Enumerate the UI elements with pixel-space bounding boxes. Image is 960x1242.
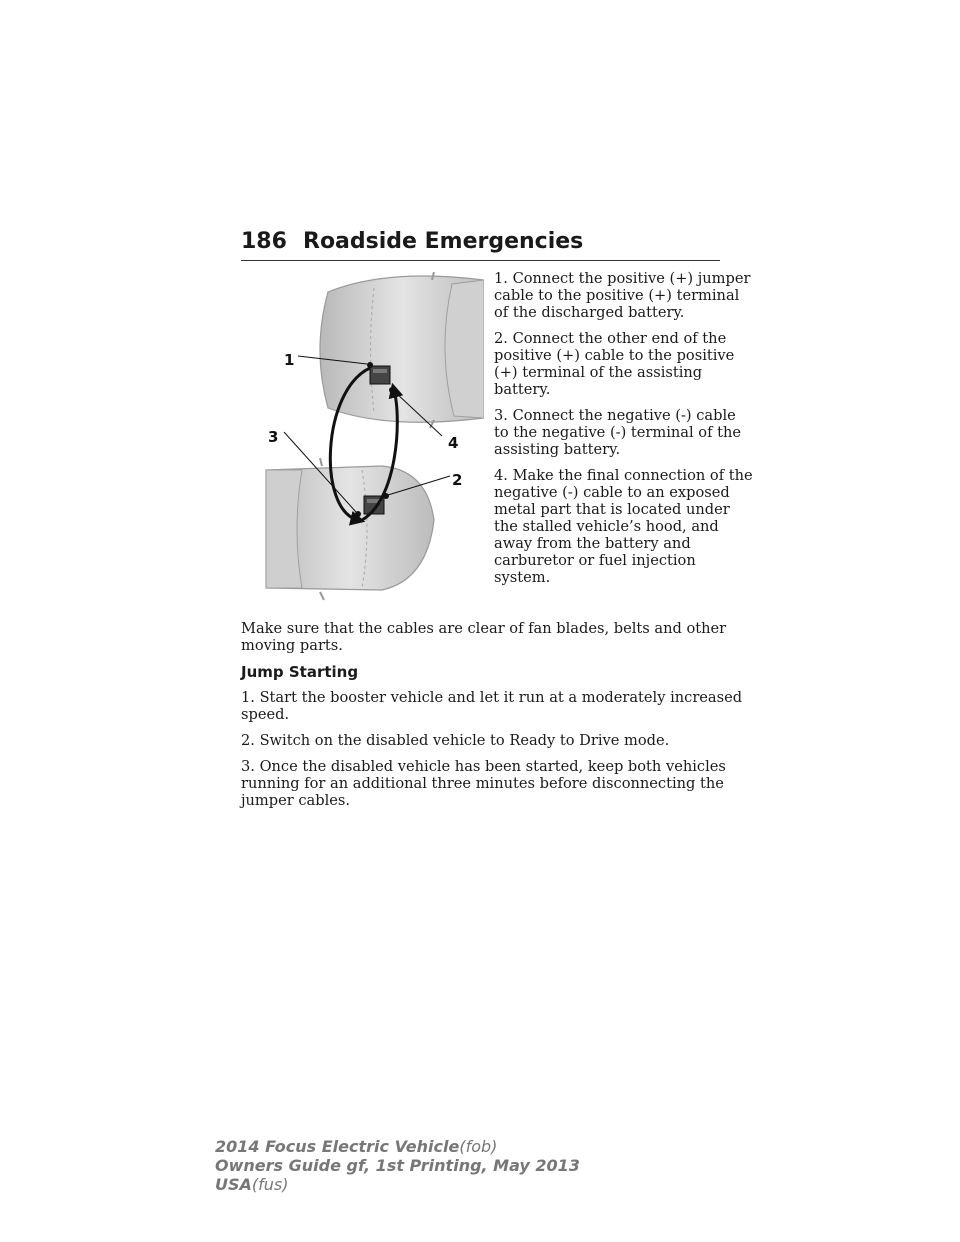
footer-line-1 bbox=[215, 1137, 580, 1156]
connection-point-1 bbox=[367, 362, 373, 368]
jump-step-2: 2. Switch on the disabled vehicle to Ready to Drive mode. bbox=[241, 732, 670, 749]
disabled-vehicle bbox=[266, 458, 434, 600]
footer-printing: Owners Guide gf, 1st Printing, May 2013 bbox=[215, 1156, 580, 1175]
callout-2: 2 bbox=[452, 471, 463, 489]
footer-line-3 bbox=[215, 1175, 580, 1194]
assisting-vehicle bbox=[320, 272, 484, 428]
callout-1: 1 bbox=[284, 351, 295, 369]
step-4: 4. Make the final connection of the negative (-) cable to an exposed metal part that is located under the stalled vehicle’s hood, and away from the battery and carburetor or fuel injection system. bbox=[494, 467, 753, 586]
step-1: 1. Connect the positive (+) jumper cable to the positive (+) terminal of the discharged battery. bbox=[494, 270, 751, 321]
callout-4: 4 bbox=[448, 434, 459, 452]
jump-starting-heading: Jump Starting bbox=[241, 663, 359, 681]
footer-market-code: (fus) bbox=[251, 1175, 289, 1194]
page-number: 186 bbox=[241, 229, 287, 254]
jump-start-illustration bbox=[262, 270, 484, 612]
jump-step-3: 3. Once the disabled vehicle has been started, keep both vehicles running for an additional three minutes before disconnecting the jumper cables. bbox=[241, 758, 726, 809]
footer-market: USA bbox=[215, 1175, 252, 1194]
assisting-battery-icon bbox=[370, 366, 390, 384]
body-text bbox=[241, 620, 751, 818]
footer-vehicle-code: (fob) bbox=[459, 1137, 498, 1156]
safety-note: Make sure that the cables are clear of fan blades, belts and other moving parts. bbox=[241, 620, 727, 654]
header-rule bbox=[241, 260, 720, 261]
page-header bbox=[241, 228, 720, 262]
jump-start-diagram bbox=[262, 270, 484, 612]
connection-steps bbox=[494, 270, 754, 595]
footer-line-2 bbox=[215, 1156, 580, 1175]
connection-point-4 bbox=[389, 387, 395, 393]
jump-step-1: 1. Start the booster vehicle and let it run at a moderately increased speed. bbox=[241, 689, 743, 723]
footer-vehicle: 2014 Focus Electric Vehicle bbox=[215, 1137, 460, 1156]
page-footer bbox=[215, 1137, 580, 1194]
connection-point-2 bbox=[383, 493, 389, 499]
step-3: 3. Connect the negative (-) cable to the negative (-) terminal of the assisting battery. bbox=[494, 407, 742, 458]
step-2: 2. Connect the other end of the positive (+) cable to the positive (+) terminal of the assisting battery. bbox=[494, 330, 735, 398]
section-title: Roadside Emergencies bbox=[303, 229, 584, 254]
callout-3: 3 bbox=[268, 428, 279, 446]
